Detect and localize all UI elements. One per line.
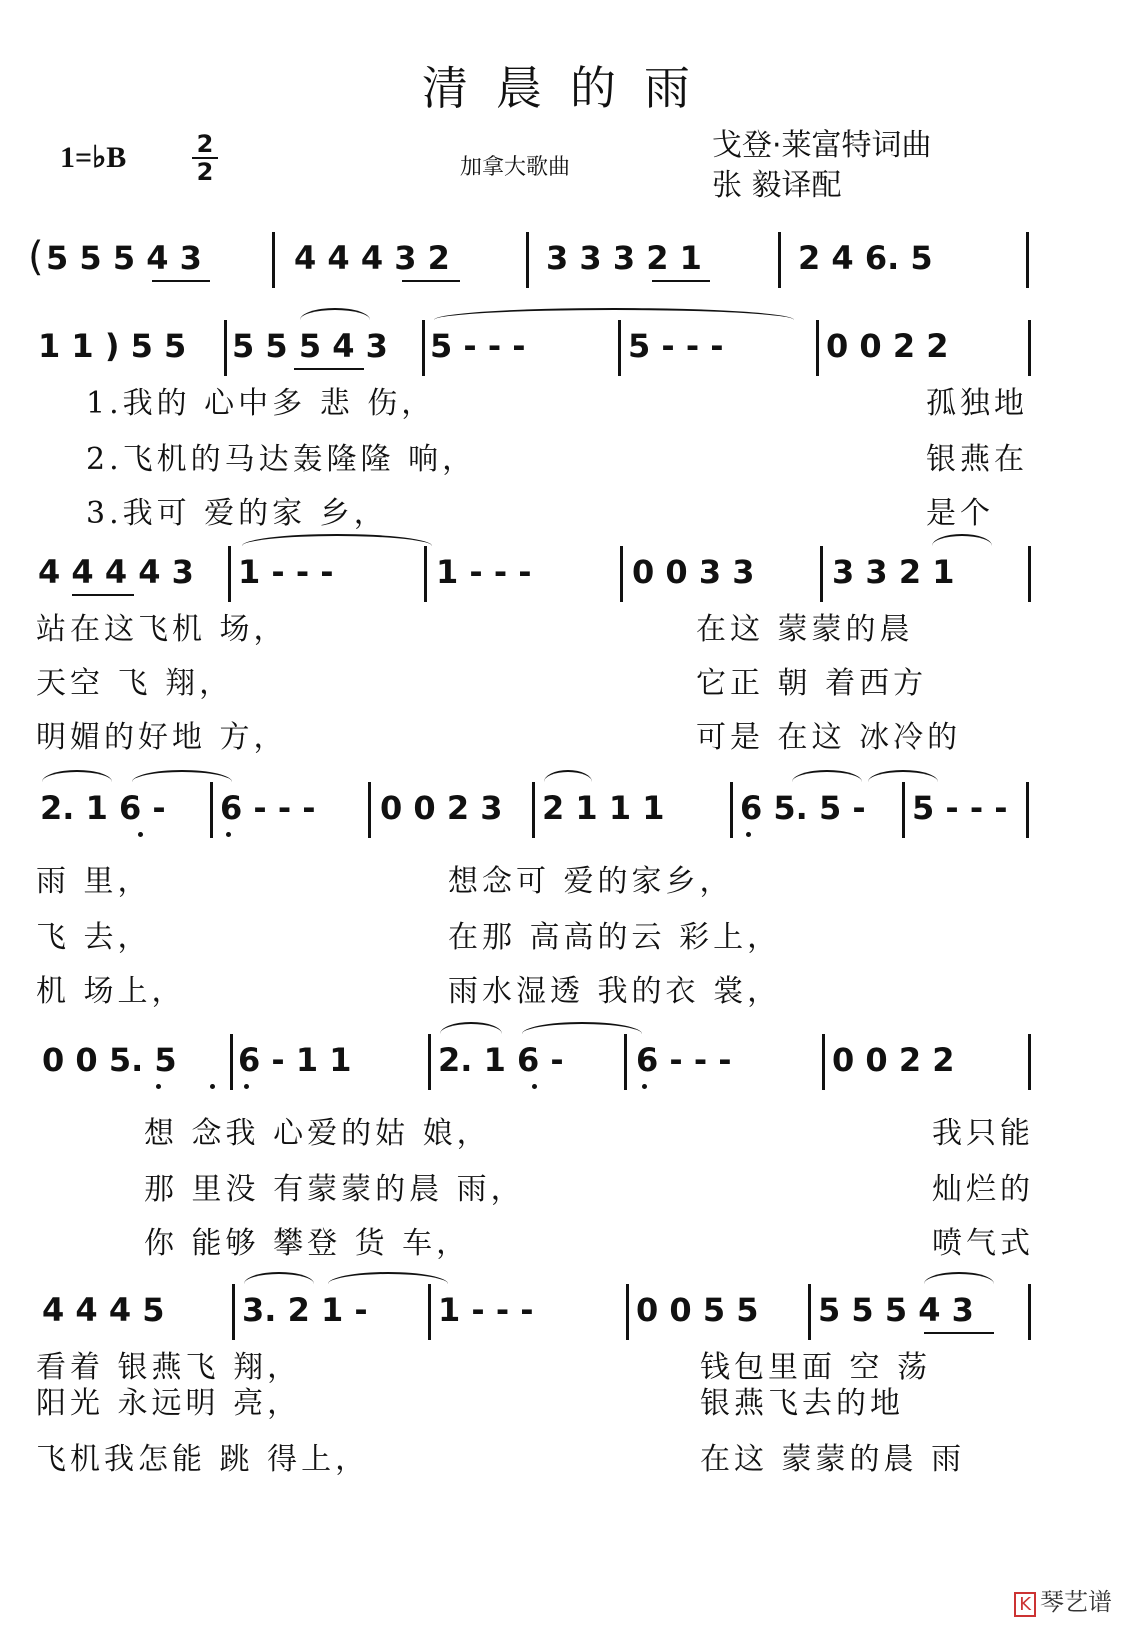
lyric-v2-pickup: 银燕在 — [926, 442, 1028, 477]
watermark-icon: K — [1014, 1592, 1036, 1617]
time-denominator: 2 — [196, 158, 214, 186]
measure: 1 - - - — [436, 553, 532, 591]
lyric-v3-pickup: 喷气式 — [932, 1226, 1034, 1261]
measure: 6 5. 5 - — [740, 789, 866, 827]
measure: 4 4 4 3 2 — [294, 239, 450, 277]
lyric-v1: 雨 里， — [36, 864, 152, 899]
lyric-v3: 飞机我怎能 跳 得上， — [36, 1442, 370, 1477]
lyric-v2-pickup: 灿烂的 — [932, 1172, 1034, 1207]
lyric-v1: 钱包里面 空 荡 — [700, 1350, 932, 1385]
measure: 1 1 ) 5 5 — [38, 327, 187, 365]
lyric-v3-pickup: 是个 — [926, 496, 994, 531]
measure: 5 5 5 4 3 — [232, 327, 388, 365]
lyric-v1-pickup: 孤独地 — [926, 386, 1028, 421]
lyric-v1: 想 念我 心爱的姑 娘， — [144, 1116, 491, 1151]
time-numerator: 2 — [196, 130, 214, 158]
credit-translator: 张 毅译配 — [712, 168, 842, 203]
lyric-v2: 飞 去， — [36, 920, 152, 955]
lyric-v1: 站在这飞机 场， — [36, 612, 288, 647]
credit-composer: 戈登·莱富特词曲 — [712, 128, 932, 163]
measure: 2. 1 6 - — [40, 789, 166, 827]
lyric-v1: 在这 蒙蒙的晨 — [696, 612, 914, 647]
lyric-v1: 想念可 爱的家乡， — [448, 864, 734, 899]
measure: 6 - 1 1 — [238, 1041, 352, 1079]
measure: 5 - - - — [628, 327, 724, 365]
measure: 1 - - - — [438, 1291, 534, 1329]
measure: 6 - - - — [636, 1041, 732, 1079]
lyric-v2: 在那 高高的云 彩上， — [448, 920, 782, 955]
lyric-v2: 那 里没 有蒙蒙的晨 雨， — [144, 1172, 525, 1207]
lyric-v2: 天空 飞 翔， — [36, 666, 234, 701]
measure: 2 1 1 1 — [542, 789, 665, 827]
lyric-v3: 在这 蒙蒙的晨 雨 — [700, 1442, 966, 1477]
measure: 0 0 2 2 — [826, 327, 949, 365]
measure: 5 5 5 4 3 — [818, 1291, 974, 1329]
lyric-v2: 2.飞机的马达轰隆隆 响， — [86, 442, 477, 477]
measure: 3 3 3 2 1 — [546, 239, 702, 277]
measure: 0 0 3 3 — [632, 553, 755, 591]
watermark-text: 琴艺谱 — [1040, 1588, 1112, 1616]
measure: 0 0 5. 5 — [42, 1041, 177, 1079]
measure: 0 0 2 3 — [380, 789, 503, 827]
measure: 4 4 4 5 — [42, 1291, 165, 1329]
key-signature: 1=♭B — [60, 141, 127, 174]
time-signature — [192, 132, 218, 184]
watermark-logo — [1014, 1582, 1112, 1617]
measure: 4 4 4 4 3 — [38, 553, 194, 591]
song-origin: 加拿大歌曲 — [460, 155, 571, 180]
lyric-v3: 明媚的好地 方， — [36, 720, 288, 755]
lyric-v2: 它正 朝 着西方 — [696, 666, 928, 701]
lyric-v3: 机 场上， — [36, 974, 186, 1009]
measure: 3. 2 1 - — [242, 1291, 368, 1329]
measure: 3 3 2 1 — [832, 553, 955, 591]
song-title: 清晨的雨 — [422, 61, 718, 115]
measure: 1 - - - — [238, 553, 334, 591]
measure: 5 - - - — [912, 789, 1008, 827]
lyric-v3: 雨水湿透 我的衣 裳， — [448, 974, 782, 1009]
measure: 5 - - - — [430, 327, 526, 365]
lyric-v1: 看着 银燕飞 翔， — [36, 1350, 302, 1385]
measure: 0 0 2 2 — [832, 1041, 955, 1079]
lyric-v1: 1.我的 心中多 悲 伤， — [86, 386, 436, 421]
measure: 6 - - - — [220, 789, 316, 827]
lyric-v3: 3.我可 爱的家 乡， — [86, 496, 388, 531]
lyric-v2: 银燕飞去的地 — [700, 1386, 904, 1421]
lyric-v3: 你 能够 攀登 货 车， — [144, 1226, 471, 1261]
measure: 2. 1 6 - — [438, 1041, 564, 1079]
lyric-v3: 可是 在这 冰冷的 — [696, 720, 962, 755]
measure: 0 0 5 5 — [636, 1291, 759, 1329]
measure: 2 4 6. 5 — [798, 239, 933, 277]
measure: 5 5 5 4 3 — [46, 239, 202, 277]
lyric-v1-pickup: 我只能 — [932, 1116, 1034, 1151]
lyric-v2: 阳光 永远明 亮， — [36, 1386, 302, 1421]
